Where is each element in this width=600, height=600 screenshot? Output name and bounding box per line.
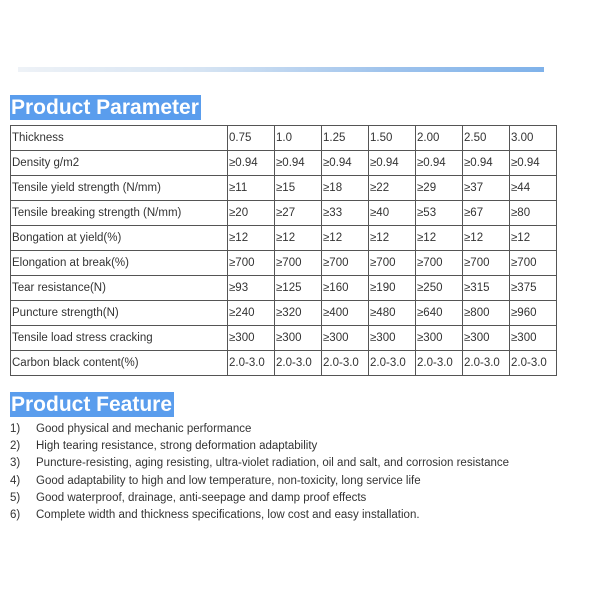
feature-number: 6) xyxy=(10,508,21,521)
param-value: ≥12 xyxy=(322,226,369,251)
feature-text: Good waterproof, drainage, anti-seepage and damp proof effects xyxy=(36,491,367,504)
param-value: ≥0.94 xyxy=(275,151,322,176)
param-value: ≥300 xyxy=(510,326,557,351)
param-label: Elongation at break(%) xyxy=(11,251,228,276)
param-value: ≥640 xyxy=(416,301,463,326)
table-row xyxy=(11,126,557,151)
param-label: Tensile load stress cracking xyxy=(11,326,228,351)
param-label: Density g/m2 xyxy=(11,151,228,176)
param-value: ≥700 xyxy=(369,251,416,276)
table-row xyxy=(11,201,557,226)
feature-text: Good adaptability to high and low temperature, non-toxicity, long service life xyxy=(36,474,421,487)
param-value: ≥18 xyxy=(322,176,369,201)
param-value: ≥12 xyxy=(369,226,416,251)
feature-number: 4) xyxy=(10,474,21,487)
param-value: ≥400 xyxy=(322,301,369,326)
param-value: ≥12 xyxy=(416,226,463,251)
param-value: ≥700 xyxy=(228,251,275,276)
param-value: ≥20 xyxy=(228,201,275,226)
param-value: ≥80 xyxy=(510,201,557,226)
feature-text: Puncture-resisting, aging resisting, ultra-violet radiation, oil and salt, and corrosion resistance xyxy=(36,457,510,470)
param-value: 1.50 xyxy=(369,126,416,151)
param-value: ≥0.94 xyxy=(369,151,416,176)
parameter-table xyxy=(10,125,557,376)
param-value: 2.0-3.0 xyxy=(228,351,275,376)
param-value: ≥67 xyxy=(463,201,510,226)
param-value: ≥93 xyxy=(228,276,275,301)
param-value: ≥12 xyxy=(228,226,275,251)
param-value: ≥125 xyxy=(275,276,322,301)
param-value: ≥22 xyxy=(369,176,416,201)
param-value: ≥37 xyxy=(463,176,510,201)
param-value: 2.0-3.0 xyxy=(275,351,322,376)
param-label: Tensile breaking strength (N/mm) xyxy=(11,201,228,226)
param-value: ≥160 xyxy=(322,276,369,301)
param-value: ≥0.94 xyxy=(416,151,463,176)
product-feature-heading: Product Feature xyxy=(11,393,173,416)
table-row xyxy=(11,276,557,301)
param-label: Bongation at yield(%) xyxy=(11,226,228,251)
table-row xyxy=(11,226,557,251)
param-value: ≥300 xyxy=(416,326,463,351)
table-row xyxy=(11,251,557,276)
feature-text: Good physical and mechanic performance xyxy=(36,423,252,435)
param-value: ≥320 xyxy=(275,301,322,326)
feature-item xyxy=(10,507,509,524)
param-value: ≥315 xyxy=(463,276,510,301)
feature-item xyxy=(10,438,509,455)
top-divider xyxy=(18,67,544,72)
table-row xyxy=(11,176,557,201)
param-value: 2.0-3.0 xyxy=(463,351,510,376)
param-value: ≥11 xyxy=(228,176,275,201)
param-value: 2.50 xyxy=(463,126,510,151)
param-value: ≥700 xyxy=(510,251,557,276)
param-value: ≥300 xyxy=(322,326,369,351)
param-value: ≥300 xyxy=(463,326,510,351)
param-value: ≥375 xyxy=(510,276,557,301)
param-value: 2.0-3.0 xyxy=(322,351,369,376)
feature-item xyxy=(10,490,509,507)
table-row xyxy=(11,301,557,326)
feature-text: Complete width and thickness specifications, low cost and easy installation. xyxy=(36,508,420,521)
param-label: Carbon black content(%) xyxy=(11,351,228,376)
param-value: ≥300 xyxy=(228,326,275,351)
table-row xyxy=(11,351,557,376)
param-value: ≥0.94 xyxy=(228,151,275,176)
feature-list xyxy=(10,421,509,524)
param-value: ≥15 xyxy=(275,176,322,201)
feature-number: 5) xyxy=(10,491,21,504)
param-value: ≥960 xyxy=(510,301,557,326)
param-value: ≥29 xyxy=(416,176,463,201)
param-value: ≥27 xyxy=(275,201,322,226)
feature-number: 3) xyxy=(10,457,21,470)
param-label: Puncture strength(N) xyxy=(11,301,228,326)
param-value: ≥300 xyxy=(275,326,322,351)
param-value: ≥700 xyxy=(463,251,510,276)
param-value: ≥0.94 xyxy=(510,151,557,176)
param-value: 0.75 xyxy=(228,126,275,151)
param-value: ≥800 xyxy=(463,301,510,326)
param-value: ≥0.94 xyxy=(322,151,369,176)
feature-item xyxy=(10,421,509,438)
param-value: ≥240 xyxy=(228,301,275,326)
param-value: 2.0-3.0 xyxy=(416,351,463,376)
param-value: ≥33 xyxy=(322,201,369,226)
param-value: ≥0.94 xyxy=(463,151,510,176)
param-value: ≥480 xyxy=(369,301,416,326)
param-value: ≥12 xyxy=(510,226,557,251)
param-value: ≥12 xyxy=(275,226,322,251)
param-value: ≥40 xyxy=(369,201,416,226)
product-parameter-heading: Product Parameter xyxy=(11,96,199,119)
param-value: 1.0 xyxy=(275,126,322,151)
param-value: ≥190 xyxy=(369,276,416,301)
feature-number: 2) xyxy=(10,440,21,453)
param-value: ≥700 xyxy=(275,251,322,276)
param-value: 3.00 xyxy=(510,126,557,151)
param-value: 2.0-3.0 xyxy=(510,351,557,376)
param-label: Tear resistance(N) xyxy=(11,276,228,301)
table-row xyxy=(11,151,557,176)
param-value: ≥12 xyxy=(463,226,510,251)
param-value: 2.0-3.0 xyxy=(369,351,416,376)
param-value: ≥700 xyxy=(322,251,369,276)
feature-text: High tearing resistance, strong deformation adaptability xyxy=(36,440,318,453)
param-value: ≥300 xyxy=(369,326,416,351)
param-value: ≥250 xyxy=(416,276,463,301)
param-value: 2.00 xyxy=(416,126,463,151)
param-value: ≥44 xyxy=(510,176,557,201)
param-value: 1.25 xyxy=(322,126,369,151)
param-label: Thickness xyxy=(11,126,228,151)
feature-number: 1) xyxy=(10,423,21,435)
param-value: ≥700 xyxy=(416,251,463,276)
feature-item xyxy=(10,455,509,472)
feature-item xyxy=(10,473,509,490)
table-row xyxy=(11,326,557,351)
param-label: Tensile yield strength (N/mm) xyxy=(11,176,228,201)
param-value: ≥53 xyxy=(416,201,463,226)
